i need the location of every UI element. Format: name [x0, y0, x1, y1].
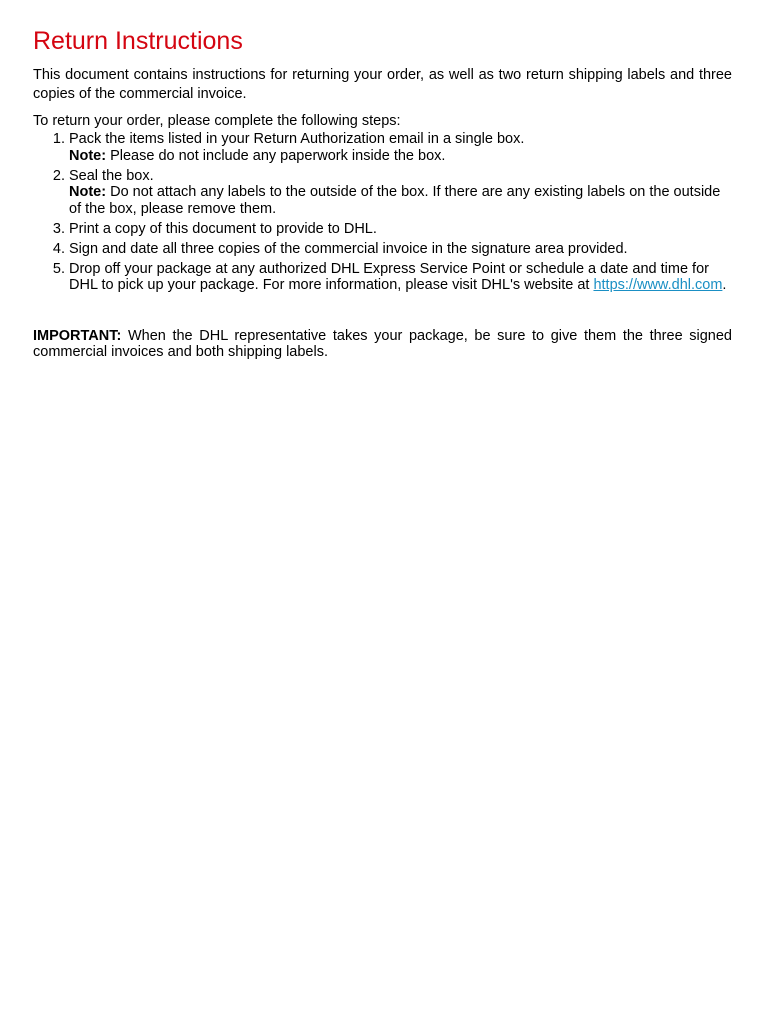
step-note — [69, 148, 732, 165]
intro-paragraph: This document contains instructions for returning your order, as well as two return shipping labels and three copies of the commercial invoice. — [33, 67, 732, 102]
note-label: Note: — [69, 184, 107, 200]
link-suffix: . — [722, 277, 727, 293]
note-text: Do not attach any labels to the outside of the box. If there are any existing labels on the outside of the box, please remove them. — [69, 184, 721, 217]
step-text: Pack the items listed in your Return Authorization email in a single box. — [69, 131, 525, 147]
steps-list — [33, 131, 732, 294]
step-note — [69, 184, 732, 217]
list-item — [69, 168, 732, 218]
step-text: Print a copy of this document to provide to DHL. — [69, 220, 377, 237]
list-item — [69, 221, 732, 238]
step-text: Sign and date all three copies of the commercial invoice in the signature area provided. — [69, 240, 628, 257]
step-text: Drop off your package at any authorized DHL Express Service Point or schedule a date and time for DHL to pick up your package. For more information, please visit DHL's website at — [69, 260, 709, 293]
dhl-website-link[interactable]: https://www.dhl.com — [593, 277, 723, 293]
note-label: Note: — [69, 147, 107, 164]
steps-intro: To return your order, please complete the following steps: — [33, 113, 401, 129]
important-label: IMPORTANT: — [33, 327, 122, 344]
note-text: Please do not include any paperwork inside the box. — [106, 147, 446, 164]
important-paragraph — [33, 328, 732, 361]
list-item — [69, 241, 732, 258]
list-item — [69, 261, 732, 294]
step-text: Seal the box. — [69, 167, 154, 184]
important-text: When the DHL representative takes your package, be sure to give them the three signed commercial invoices and both shipping labels. — [33, 327, 732, 360]
page-title: Return Instructions — [33, 27, 243, 55]
list-item — [69, 131, 732, 164]
